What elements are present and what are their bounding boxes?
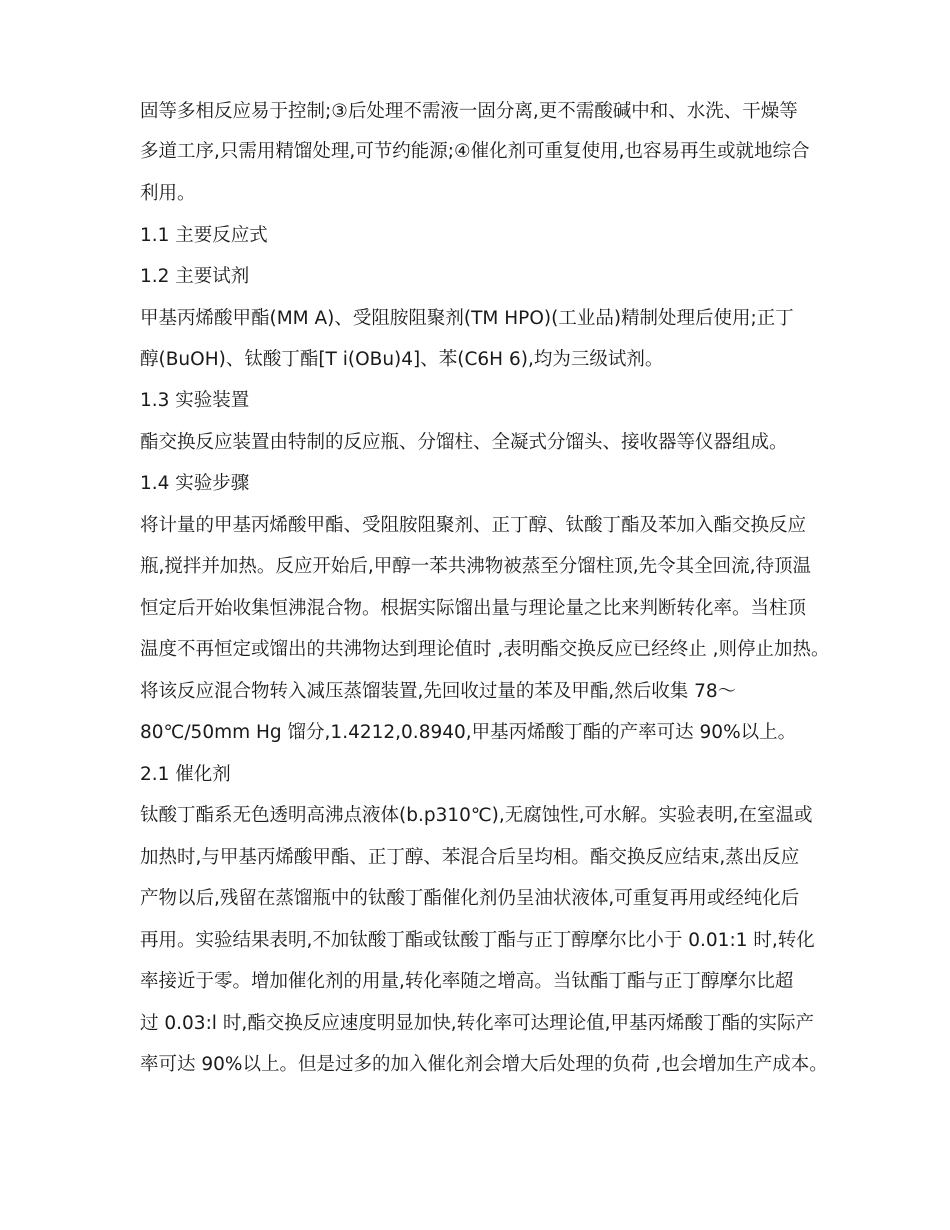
- section-heading: 1.2 主要试剂: [140, 266, 250, 287]
- text-line: 加热时,与甲基丙烯酸甲酯、正丁醇、苯混合后呈均相。酯交换反应结束,蒸出反应: [140, 847, 800, 868]
- text-line: 将该反应混合物转入减压蒸馏装置,先回收过量的苯及甲酯,然后收集 78～: [140, 681, 737, 702]
- text-line: 将计量的甲基丙烯酸甲酯、受阻胺阻聚剂、正丁醇、钛酸丁酯及苯加入酯交换反应: [140, 515, 807, 536]
- text-line: 瓶,搅拌并加热。反应开始后,甲醇一苯共沸物被蒸至分馏柱顶,先令其全回流,待顶温: [140, 556, 812, 577]
- text-line: 再用。实验结果表明,不加钛酸丁酯或钛酸丁酯与正丁醇摩尔比小于 0.01:1 时,转化: [140, 930, 815, 951]
- text-line: 醇(BuOH)、钛酸丁酯[T i(OBu)4]、苯(C6H 6),均为三级试剂。: [140, 349, 664, 370]
- text-line: 产物以后,残留在蒸馏瓶中的钛酸丁酯催化剂仍呈油状液体,可重复再用或经纯化后: [140, 888, 800, 909]
- text-line: 温度不再恒定或馏出的共沸物达到理论值时 ,表明酯交换反应已经终止 ,则停止加热。: [140, 639, 830, 660]
- section-heading: 2.1 催化剂: [140, 764, 231, 785]
- section-heading: 1.4 实验步骤: [140, 473, 250, 494]
- section-heading: 1.3 实验装置: [140, 390, 250, 411]
- text-line: 恒定后开始收集恒沸混合物。根据实际馏出量与理论量之比来判断转化率。当柱顶: [140, 598, 807, 619]
- section-heading: 1.1 主要反应式: [140, 225, 268, 246]
- text-line: 多道工序,只需用精馏处理,可节约能源;④催化剂可重复使用,也容易再生或就地综合: [140, 141, 810, 162]
- text-line: 固等多相反应易于控制;③后处理不需液一固分离,更不需酸碱中和、水洗、干燥等: [140, 101, 798, 122]
- text-line: 钛酸丁酯系无色透明高沸点液体(b.p310℃),无腐蚀性,可水解。实验表明,在室温或: [140, 805, 813, 826]
- text-line: 率接近于零。增加催化剂的用量,转化率随之增高。当钛酯丁酯与正丁醇摩尔比超: [140, 971, 794, 992]
- text-line: 率可达 90%以上。但是过多的加入催化剂会增大后处理的负荷 ,也会增加生产成本。: [140, 1054, 828, 1075]
- text-line: 利用。: [140, 183, 196, 204]
- text-line: 甲基丙烯酸甲酯(MM A)、受阻胺阻聚剂(TM HPO)(工业品)精制处理后使用;正丁: [140, 308, 794, 329]
- text-line: 酯交换反应装置由特制的反应瓶、分馏柱、全凝式分馏头、接收器等仪器组成。: [140, 432, 788, 453]
- text-line: 过 0.03:l 时,酯交换反应速度明显加快,转化率可达理论值,甲基丙烯酸丁酯的实际产: [140, 1013, 814, 1034]
- text-line: 80℃/50mm Hg 馏分,1.4212,0.8940,甲基丙烯酸丁酯的产率可达 90%以上。: [140, 722, 797, 743]
